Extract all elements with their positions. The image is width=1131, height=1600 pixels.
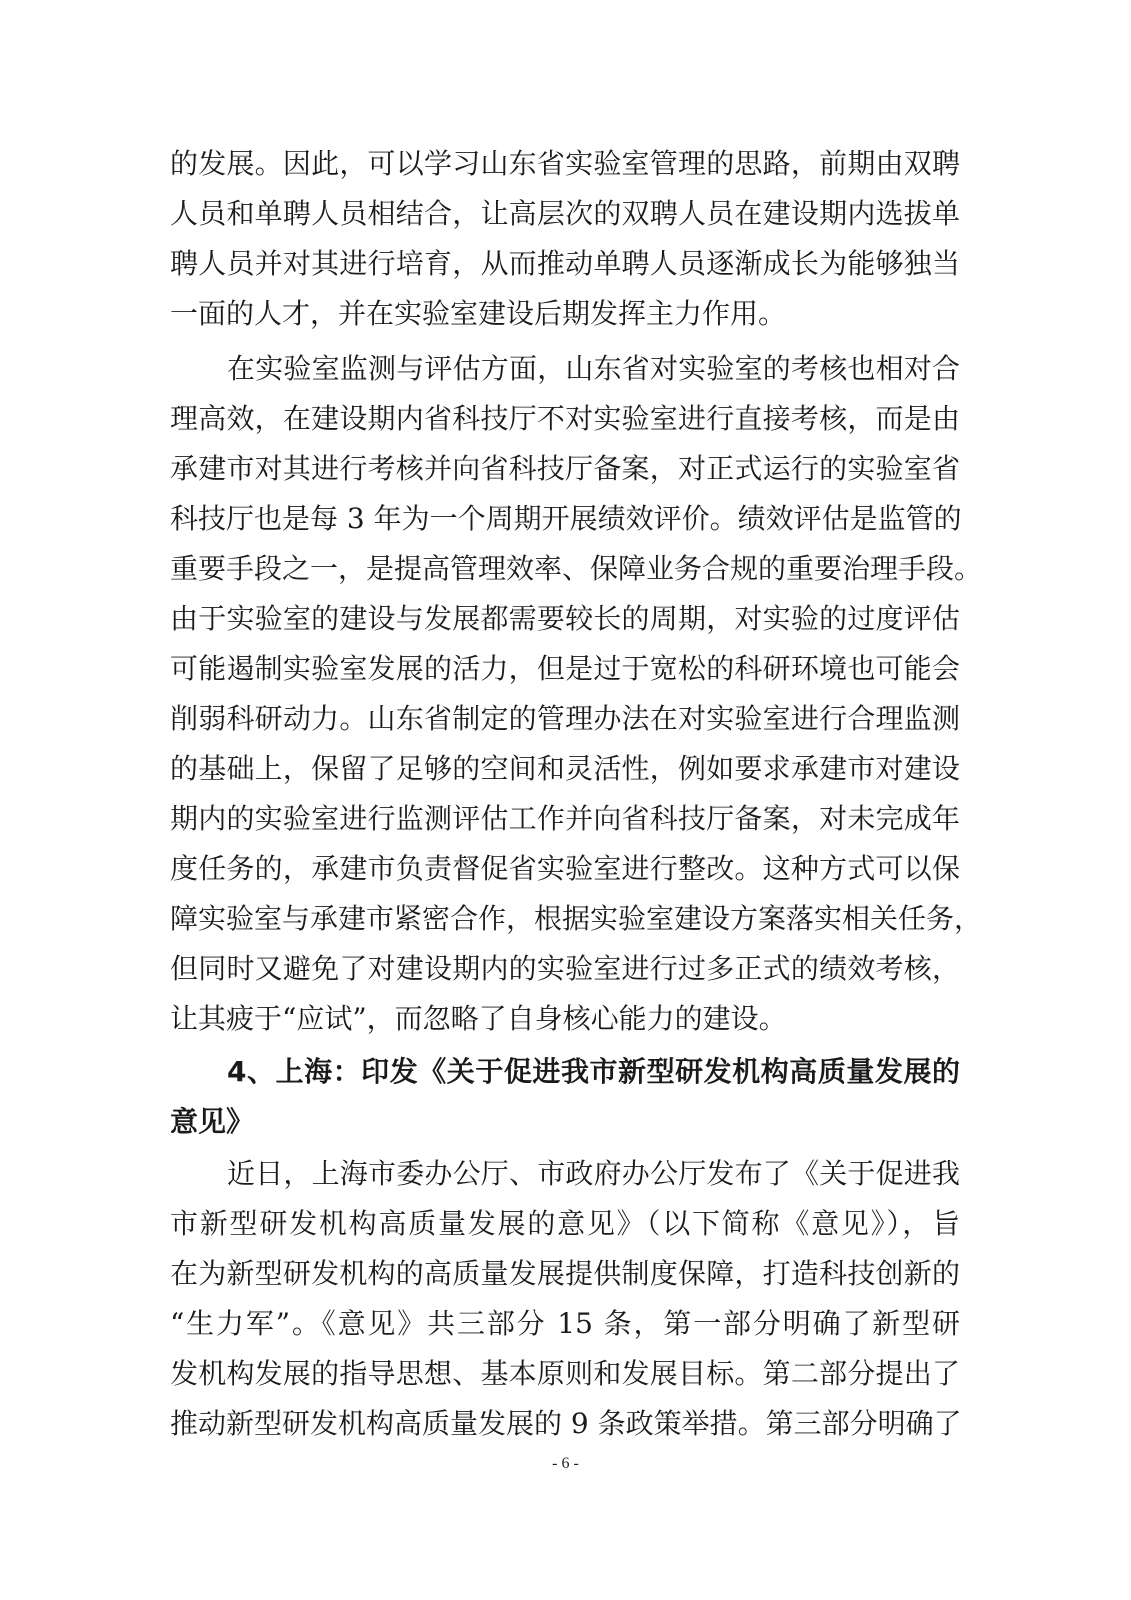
text-line: 市新型研发机构高质量发展的意见》（以下简称《意见》），旨 [170,1207,960,1240]
text-line: 一面的人才，并在实验室建设后期发挥主力作用。 [170,297,787,330]
text-line: 削弱科研动力。山东省制定的管理办法在对实验室进行合理监测 [170,702,960,735]
text-line: 障实验室与承建市紧密合作，根据实验室建设方案落实相关任务， [170,902,983,935]
heading-line: 意见》 [170,1105,255,1138]
text-line: 的基础上，保留了足够的空间和灵活性，例如要求承建市对建设 [170,752,960,785]
text-line: 推动新型研发机构高质量发展的 9 条政策举措。第三部分明确了 [170,1407,962,1440]
text-line: 可能遏制实验室发展的活力，但是过于宽松的科研环境也可能会 [170,652,960,685]
text-line: 科技厅也是每 3 年为一个周期开展绩效评价。绩效评估是监管的 [170,502,962,535]
text-line: 的发展。因此，可以学习山东省实验室管理的思路，前期由双聘 [170,147,960,180]
text-line: 由于实验室的建设与发展都需要较长的周期，对实验的过度评估 [170,602,960,635]
text-line: 在实验室监测与评估方面，山东省对实验室的考核也相对合 [227,352,960,385]
text-line: 但同时又避免了对建设期内的实验室进行过多正式的绩效考核， [170,952,960,985]
text-line: 度任务的，承建市负责督促省实验室进行整改。这种方式可以保 [170,852,960,885]
text-line: 近日，上海市委办公厅、市政府办公厅发布了《关于促进我 [227,1157,960,1190]
heading-line: 4、上海：印发《关于促进我市新型研发机构高质量发展的 [227,1055,960,1088]
page-number: - 6 - [552,1455,579,1472]
text-line: 期内的实验室进行监测评估工作并向省科技厅备案，对未完成年 [170,802,960,835]
text-line: 聘人员并对其进行培育，从而推动单聘人员逐渐成长为能够独当 [170,247,960,280]
text-line: 承建市对其进行考核并向省科技厅备案，对正式运行的实验室省 [170,452,960,485]
text-line: 重要手段之一，是提高管理效率、保障业务合规的重要治理手段。 [170,552,983,585]
text-line: 在为新型研发机构的高质量发展提供制度保障，打造科技创新的 [170,1257,960,1290]
text-line: 让其疲于“应试”，而忽略了自身核心能力的建设。 [170,1002,787,1035]
text-line: 发机构发展的指导思想、基本原则和发展目标。第二部分提出了 [170,1357,960,1390]
text-line: 人员和单聘人员相结合，让高层次的双聘人员在建设期内选拔单 [170,197,960,230]
text-line: 理高效，在建设期内省科技厅不对实验室进行直接考核，而是由 [170,402,960,435]
text-line: “生力军”。《意见》共三部分 15 条，第一部分明确了新型研 [170,1307,960,1340]
